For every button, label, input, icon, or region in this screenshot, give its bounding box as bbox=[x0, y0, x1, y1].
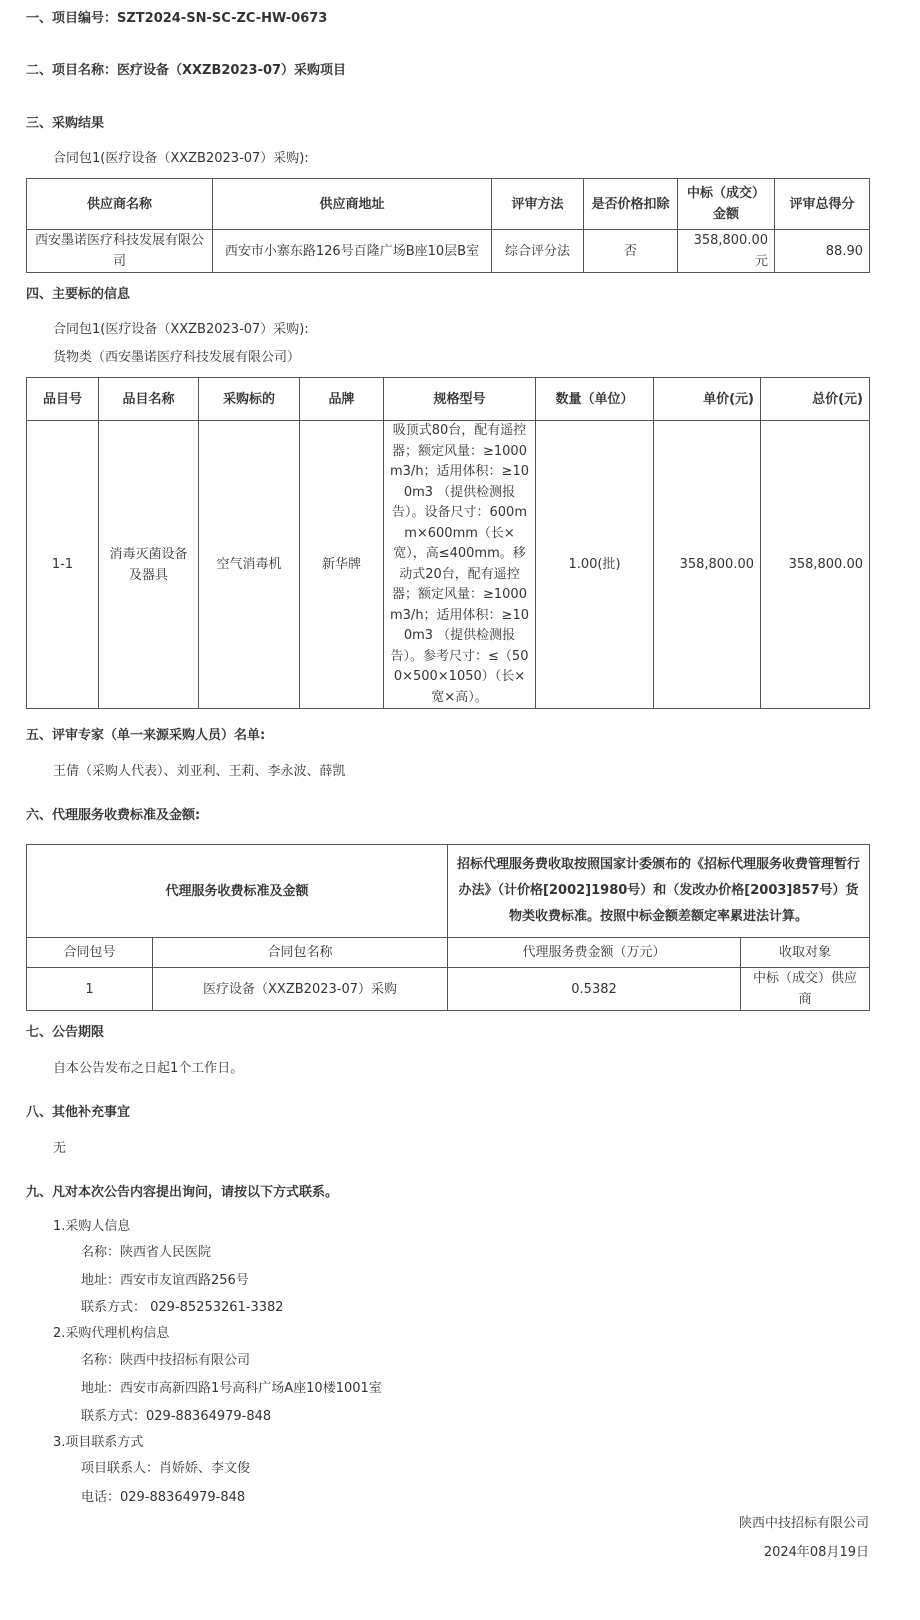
experts-list: 王倩（采购人代表）、刘亚利、王莉、李永波、薛凯 bbox=[53, 764, 346, 779]
other-matters-heading: 八、其他补充事宜 bbox=[26, 1105, 131, 1120]
contact-heading: 九、凡对本次公告内容提出询问，请按以下方式联系。 bbox=[26, 1185, 339, 1200]
other-matters-text: 无 bbox=[53, 1141, 67, 1156]
column-header: 供应商地址 bbox=[213, 179, 492, 230]
column-header: 供应商名称 bbox=[27, 179, 213, 230]
footer-date: 2024年08月19日 bbox=[763, 1545, 869, 1560]
item-name-cell: 消毒灭菌设备及器具 bbox=[99, 421, 199, 709]
items-table bbox=[26, 377, 870, 709]
main-items-heading: 四、主要标的信息 bbox=[26, 287, 131, 302]
column-header: 总价(元) bbox=[761, 378, 870, 421]
package-number-cell: 1 bbox=[27, 968, 153, 1011]
agency-name: 名称：陕西中技招标有限公司 bbox=[81, 1353, 251, 1368]
brand-cell: 新华牌 bbox=[300, 421, 384, 709]
column-header: 中标（成交）金额 bbox=[678, 179, 775, 230]
column-header: 规格型号 bbox=[384, 378, 536, 421]
column-header: 评审总得分 bbox=[775, 179, 870, 230]
footer-organization: 陕西中技招标有限公司 bbox=[738, 1516, 869, 1531]
agency-fee-table bbox=[26, 844, 870, 1011]
column-header: 评审方法 bbox=[492, 179, 584, 230]
table-header-row bbox=[27, 378, 870, 421]
agency-address: 地址：西安市高新四路1号高科广场A座10楼1001室 bbox=[81, 1381, 382, 1396]
purchaser-address: 地址：西安市友谊西路256号 bbox=[81, 1273, 249, 1288]
project-name-heading: 二、项目名称：医疗设备（XXZB2023-07）采购项目 bbox=[26, 63, 347, 78]
purchaser-info-title: 1.采购人信息 bbox=[53, 1219, 131, 1234]
table-header-row bbox=[27, 938, 870, 968]
column-header: 数量（单位） bbox=[536, 378, 654, 421]
price-deduction-cell: 否 bbox=[584, 230, 678, 273]
supplier-name-cell: 西安墨诺医疗科技发展有限公司 bbox=[27, 230, 213, 273]
agency-fee-heading: 六、代理服务收费标准及金额: bbox=[26, 808, 201, 823]
item-target-cell: 空气消毒机 bbox=[199, 421, 300, 709]
result-table bbox=[26, 178, 870, 273]
project-contact-person: 项目联系人：肖娇娇、李文俊 bbox=[81, 1461, 251, 1476]
fee-standard-row bbox=[27, 845, 870, 938]
table-header-row bbox=[27, 179, 870, 230]
notice-period-text: 自本公告发布之日起1个工作日。 bbox=[53, 1061, 244, 1076]
agency-info-title: 2.采购代理机构信息 bbox=[53, 1326, 170, 1341]
procurement-result-heading: 三、采购结果 bbox=[26, 116, 105, 131]
column-header: 是否价格扣除 bbox=[584, 179, 678, 230]
column-header: 合同包号 bbox=[27, 938, 153, 968]
column-header: 品目名称 bbox=[99, 378, 199, 421]
fee-payer-cell: 中标（成交）供应商 bbox=[741, 968, 870, 1011]
review-method-cell: 综合评分法 bbox=[492, 230, 584, 273]
column-header: 代理服务费金额（万元） bbox=[448, 938, 741, 968]
purchaser-name: 名称：陕西省人民医院 bbox=[81, 1245, 212, 1260]
items-package-label: 合同包1(医疗设备（XXZB2023-07）采购): bbox=[53, 322, 309, 337]
quantity-cell: 1.00(批) bbox=[536, 421, 654, 709]
project-number-heading: 一、项目编号：SZT2024-SN-SC-ZC-HW-0673 bbox=[26, 11, 328, 26]
column-header: 单价(元) bbox=[654, 378, 761, 421]
supplier-address-cell: 西安市小寨东路126号百隆广场B座10层B室 bbox=[213, 230, 492, 273]
agency-contact: 联系方式：029-88364979-848 bbox=[81, 1409, 272, 1424]
table-row bbox=[27, 230, 870, 273]
table-row bbox=[27, 968, 870, 1011]
fee-standard-text: 招标代理服务费收取按照国家计委颁布的《招标代理服务收费管理暂行办法》（计价格[2002]1980号）和（发改办价格[2003]857号）货物类收费标准。按照中标金额差额定率累进法计算。 bbox=[448, 845, 870, 938]
result-package-label: 合同包1(医疗设备（XXZB2023-07）采购): bbox=[53, 151, 309, 166]
spec-cell: 吸顶式80台，配有遥控器；额定风量：≥1000m3/h；适用体积：≥100m3 （提供检测报告）。设备尺寸：600mm×600mm（长×宽），高≤400mm。移动式20台，配有遥控器；额定风量：≥1000m3/h；适用体积：≥100m3 （提供检测报告）。参考尺寸：≤（500×500×1050）（长×宽×高）。 bbox=[384, 421, 536, 709]
score-cell: 88.90 bbox=[775, 230, 870, 273]
experts-heading: 五、评审专家（单一来源采购人员）名单: bbox=[26, 728, 266, 743]
column-header: 采购标的 bbox=[199, 378, 300, 421]
column-header: 品牌 bbox=[300, 378, 384, 421]
project-contact-phone: 电话：029-88364979-848 bbox=[81, 1490, 246, 1505]
column-header: 合同包名称 bbox=[153, 938, 448, 968]
fee-amount-cell: 0.5382 bbox=[448, 968, 741, 1011]
unit-price-cell: 358,800.00 bbox=[654, 421, 761, 709]
total-price-cell: 358,800.00 bbox=[761, 421, 870, 709]
project-contact-title: 3.项目联系方式 bbox=[53, 1435, 144, 1450]
notice-period-heading: 七、公告期限 bbox=[26, 1025, 105, 1040]
table-row bbox=[27, 421, 870, 709]
fee-standard-label: 代理服务收费标准及金额 bbox=[27, 845, 448, 938]
package-name-cell: 医疗设备（XXZB2023-07）采购 bbox=[153, 968, 448, 1011]
items-category-label: 货物类（西安墨诺医疗科技发展有限公司） bbox=[53, 350, 301, 365]
bid-amount-cell: 358,800.00元 bbox=[678, 230, 775, 273]
column-header: 收取对象 bbox=[741, 938, 870, 968]
item-number-cell: 1-1 bbox=[27, 421, 99, 709]
column-header: 品目号 bbox=[27, 378, 99, 421]
purchaser-contact: 联系方式： 029-85253261-3382 bbox=[81, 1300, 284, 1315]
